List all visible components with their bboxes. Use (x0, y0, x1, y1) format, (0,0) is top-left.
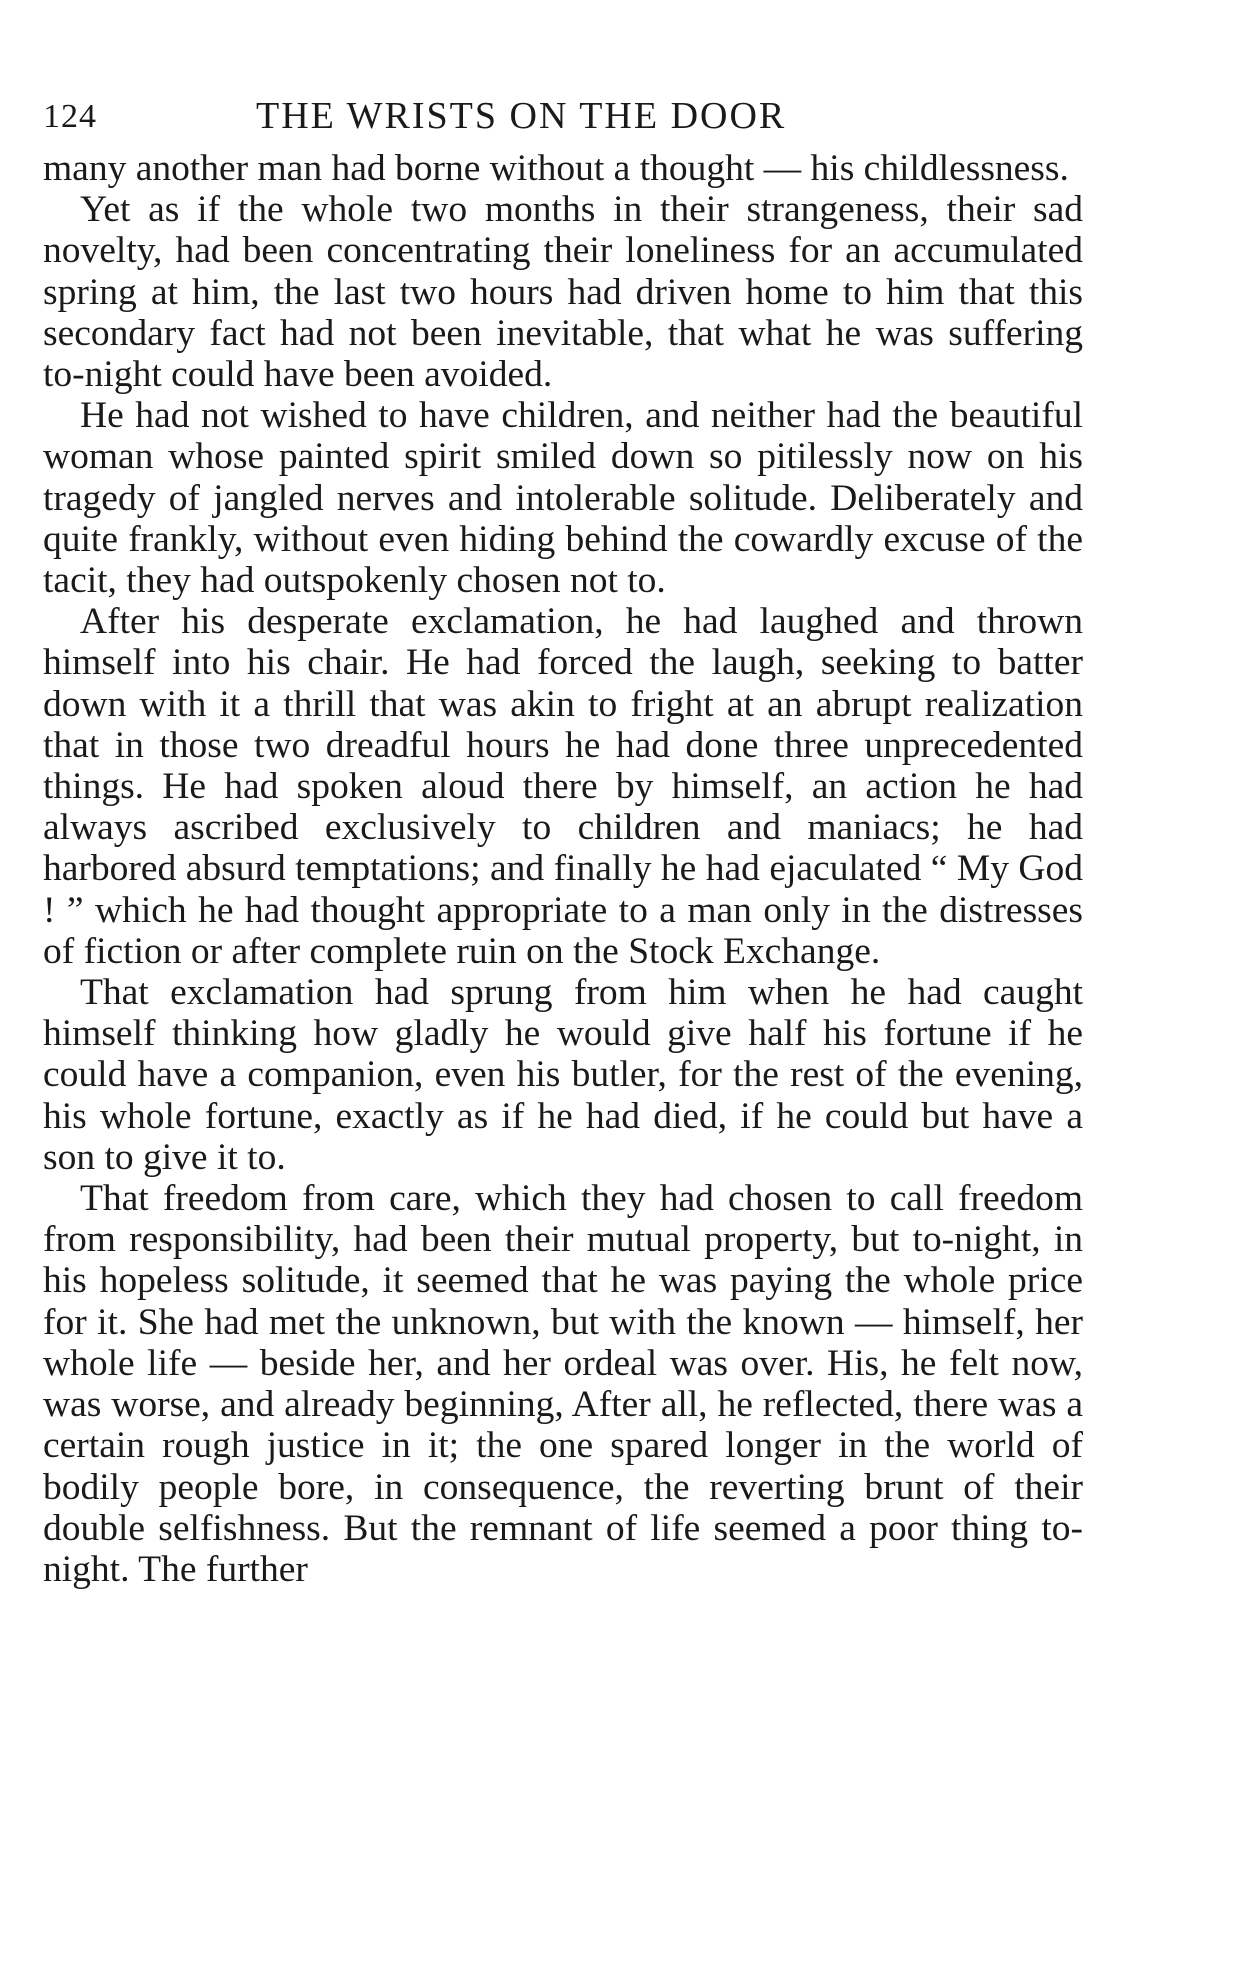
paragraph: Yet as if the whole two months in their strangeness, their sad novelty, had been concentrating their loneliness for an accumulated spring at him, the last two hours had driven home to him that this secondary fact had not been inevitable, that what he was suffering to-night could have been avoided. (43, 189, 1083, 396)
page-number: 124 (43, 98, 97, 135)
book-page (43, 88, 1083, 1590)
paragraph: He had not wished to have children, and neither had the beautiful woman whose painted spirit smiled down so pitilessly now on his tragedy of jangled nerves and intolerable solitude. Deliberately and quite frankly, without even hiding behind the cowardly excuse of the tacit, they had outspokenly chosen not to. (43, 395, 1083, 602)
paragraph: That freedom from care, which they had chosen to call freedom from responsibility, had been their mutual property, but to-night, in his hopeless solitude, it seemed that he was paying the whole price for it. She had met the unknown, but with the known — himself, her whole life — beside her, and her ordeal was over. His, he felt now, was worse, and already beginning, After all, he reflected, there was a certain rough justice in it; the one spared longer in the world of bodily people bore, in consequence, the reverting brunt of their double selfishness. But the remnant of life seemed a poor thing to-night. The further (43, 1178, 1083, 1590)
running-title: THE WRISTS ON THE DOOR (256, 95, 787, 137)
paragraph: many another man had borne without a thought — his childlessness. (43, 148, 1069, 189)
paragraph: After his desperate exclamation, he had laughed and thrown himself into his chair. He had forced the laugh, seeking to batter down with it a thrill that was akin to fright at an abrupt realization that in those two dreadful hours he had done three unprecedented things. He had spoken aloud there by himself, an action he had always ascribed exclusively to children and maniacs; he had harbored absurd temptations; and finally he had ejaculated “ My God ! ” which he had thought appropriate to a man only in the distresses of fiction or after complete ruin on the Stock Exchange. (43, 601, 1083, 972)
page-header (43, 88, 1083, 148)
paragraph: That exclamation had sprung from him when he had caught himself thinking how gladly he would give half his fortune if he could have a companion, even his butler, for the rest of the evening, his whole fortune, exactly as if he had died, if he could but have a son to give it to. (43, 972, 1083, 1178)
body-text (43, 148, 1083, 1590)
